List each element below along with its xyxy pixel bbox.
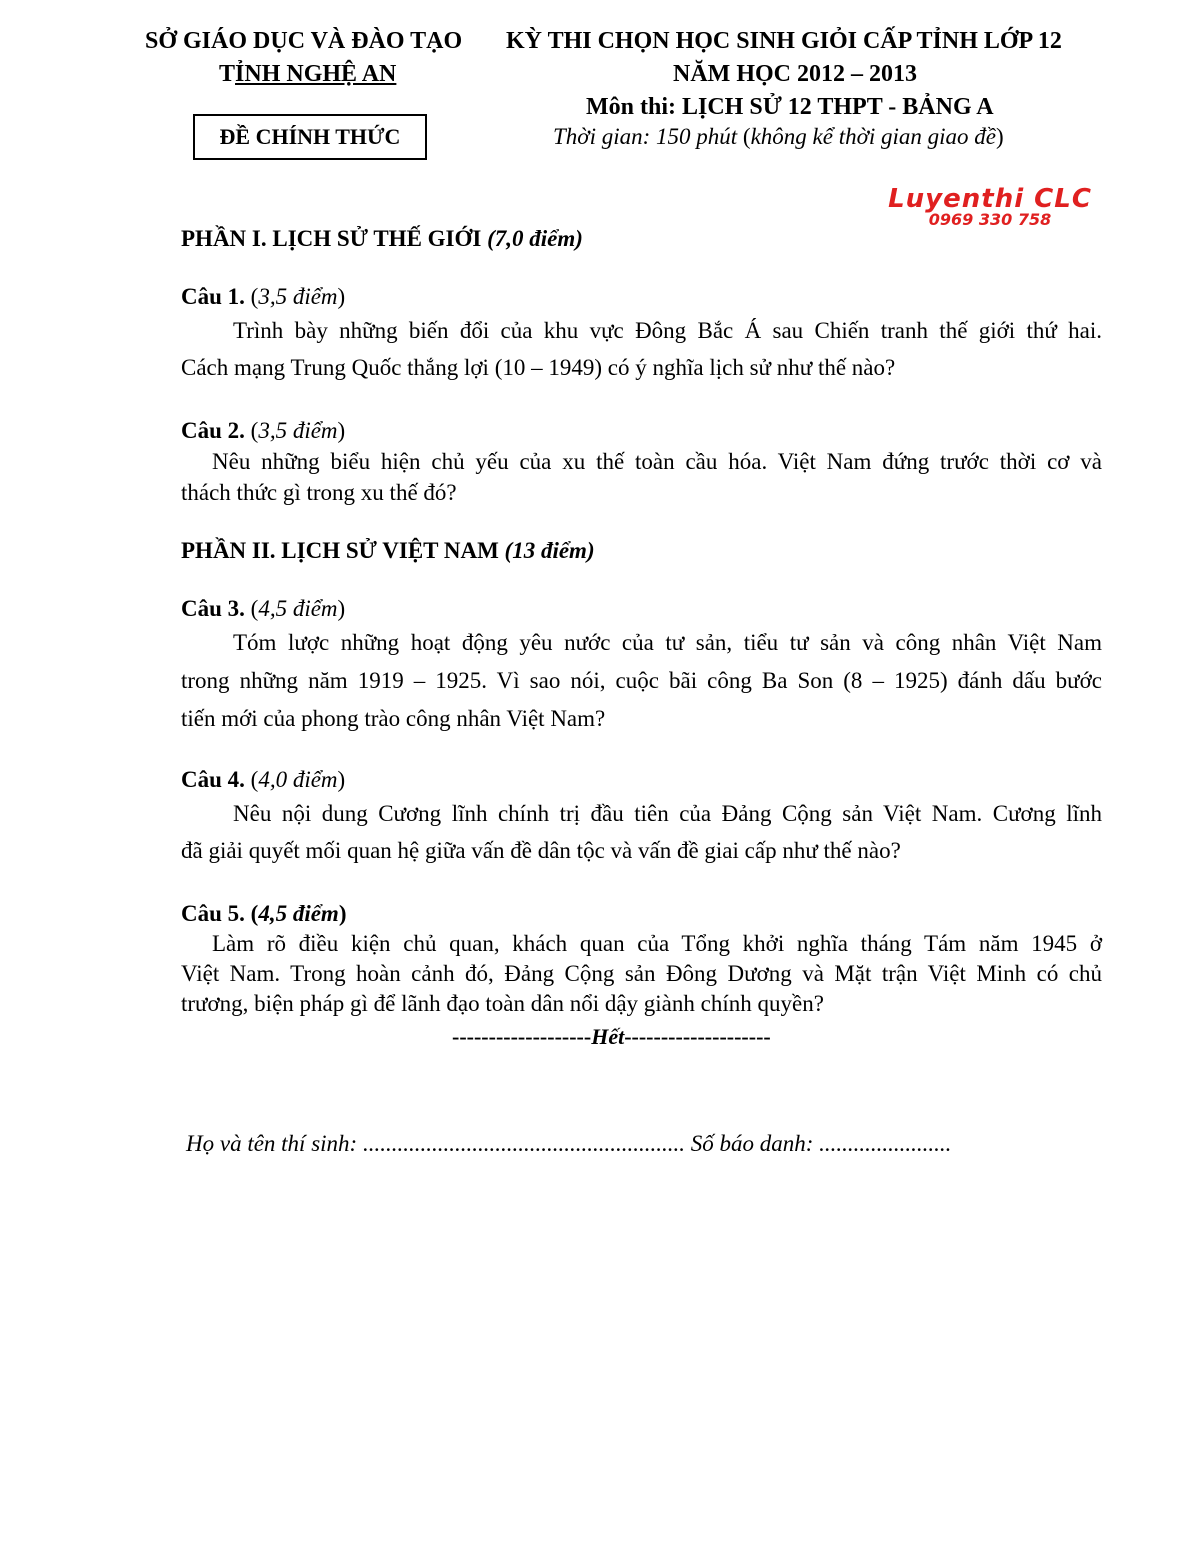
question-1-text — [181, 312, 1102, 386]
end-marker — [452, 1024, 771, 1050]
watermark-logo — [880, 186, 1100, 228]
text-line: Tóm lược những hoạt động yêu nước của tư sản, tiểu tư sản và công nhân Việt Nam — [233, 630, 1102, 655]
official-exam-badge: ĐỀ CHÍNH THỨC — [193, 114, 427, 160]
section-points: (7,0 điểm) — [487, 226, 583, 251]
watermark-name: Luyenthi CLC — [888, 184, 1092, 214]
question-points: 3,5 điểm — [258, 418, 338, 443]
section-title: PHẦN II. LỊCH SỬ VIỆT NAM — [181, 538, 505, 563]
province-name — [219, 61, 396, 88]
candidate-name-field: ........................................................ — [362, 1131, 685, 1156]
question-1-heading — [181, 284, 345, 310]
duration-text: Thời gian: 150 phút — [553, 124, 743, 149]
exam-subject: Môn thi: LỊCH SỬ 12 THPT - BẢNG A — [586, 94, 994, 120]
points-open: ( — [244, 284, 259, 309]
question-2-text — [181, 446, 1102, 508]
candidate-name-label: Họ và tên thí sinh: — [186, 1131, 363, 1156]
points-close: ) — [337, 284, 346, 309]
points-close: ) — [338, 901, 347, 926]
question-points: 3,5 điểm — [258, 284, 338, 309]
question-2-heading — [181, 418, 345, 444]
question-4-text — [181, 795, 1102, 869]
section-vietnam-history — [181, 538, 595, 564]
question-points: 4,0 điểm — [258, 767, 338, 792]
section-title: PHẦN I. LỊCH SỬ THẾ GIỚI — [181, 226, 488, 251]
question-3-heading — [181, 596, 345, 622]
question-4-heading — [181, 767, 345, 793]
school-year: NĂM HỌC 2012 – 2013 — [673, 61, 917, 87]
exam-title: KỲ THI CHỌN HỌC SINH GIỎI CẤP TỈNH LỚP 12 — [506, 28, 1062, 54]
province-name-start: T — [219, 61, 236, 87]
question-label: Câu 5. — [181, 901, 245, 926]
end-word: Hết — [591, 1024, 625, 1049]
question-label: Câu 1. — [181, 284, 245, 309]
points-open: ( — [244, 901, 259, 926]
question-label: Câu 2. — [181, 418, 245, 443]
text-line: Làm rõ điều kiện chủ quan, khách quan của Tổng khởi nghĩa tháng Tám năm 1945 ở — [212, 931, 1102, 956]
points-close: ) — [337, 596, 346, 621]
text-line: Cách mạng Trung Quốc thắng lợi (10 – 1949) có ý nghĩa lịch sử như thế nào? — [181, 355, 896, 380]
section-world-history — [181, 226, 583, 252]
province-name-underlined: ỈNH NGHỆ AN — [235, 61, 397, 87]
dashes-right: -------------------- — [624, 1024, 771, 1049]
points-close: ) — [337, 767, 346, 792]
question-points: 4,5 điểm — [258, 596, 338, 621]
duration-note: không kể thời gian giao đề — [750, 124, 996, 149]
candidate-id-field: ....................... — [819, 1131, 952, 1156]
text-line: Trình bày những biến đổi của khu vực Đông Bắc Á sau Chiến tranh thế giới thứ hai. — [233, 318, 1102, 343]
text-line: đã giải quyết mối quan hệ giữa vấn đề dân tộc và vấn đề giai cấp như thế nào? — [181, 838, 901, 863]
text-line: trương, biện pháp gì để lãnh đạo toàn dân nổi dậy giành chính quyền? — [181, 991, 824, 1016]
text-line: trong những năm 1919 – 1925. Vì sao nói, cuộc bãi công Ba Son (8 – 1925) đánh dấu bước — [181, 668, 1102, 693]
question-5-heading — [181, 901, 347, 927]
question-label: Câu 4. — [181, 767, 245, 792]
text-line: Việt Nam. Trong hoàn cảnh đó, Đảng Cộng sản Đông Dương và Mặt trận Việt Minh có chủ — [181, 961, 1102, 986]
watermark-phone: 0969 330 758 — [928, 210, 1052, 229]
department-name: SỞ GIÁO DỤC VÀ ĐÀO TẠO — [145, 28, 463, 54]
question-3-text — [181, 624, 1102, 738]
points-open: ( — [244, 596, 259, 621]
question-5-text — [181, 929, 1102, 1019]
candidate-id-label: Số báo danh: — [684, 1131, 820, 1156]
question-label: Câu 3. — [181, 596, 245, 621]
question-points: 4,5 điểm — [258, 901, 339, 926]
text-line: Nêu những biểu hiện chủ yếu của xu thế toàn cầu hóa. Việt Nam đứng trước thời cơ và — [212, 449, 1102, 474]
section-points: (13 điểm) — [504, 538, 595, 563]
duration-paren-open: ( — [742, 124, 751, 149]
text-line: thách thức gì trong xu thế đó? — [181, 480, 457, 505]
text-line: tiến mới của phong trào công nhân Việt Nam? — [181, 706, 606, 731]
points-close: ) — [337, 418, 346, 443]
points-open: ( — [244, 767, 259, 792]
exam-duration — [553, 124, 1004, 150]
text-line: Nêu nội dung Cương lĩnh chính trị đầu tiên của Đảng Cộng sản Việt Nam. Cương lĩnh — [233, 801, 1102, 826]
candidate-info — [186, 1131, 951, 1157]
points-open: ( — [244, 418, 259, 443]
duration-paren-close: ) — [996, 124, 1004, 149]
dashes-left: ------------------- — [452, 1024, 592, 1049]
